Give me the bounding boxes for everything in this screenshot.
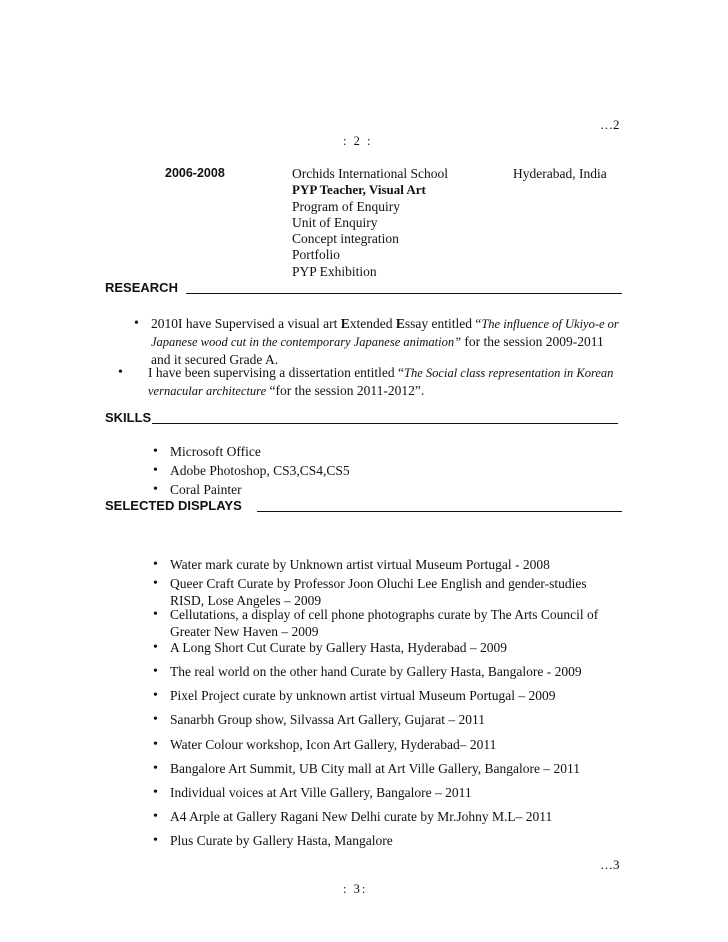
list-item: • Sanarbh Group show, Silvassa Art Gallery, Gujarat – 2011 — [153, 712, 485, 727]
bullet-icon: • — [153, 809, 158, 824]
list-item: • Queer Craft Curate by Professor Joon Oluchi Lee English and gender-studies RISD, Lose Angeles – 2009 — [153, 576, 587, 608]
employment-item: PYP Exhibition — [292, 263, 377, 279]
list-item: • Water Colour workshop, Icon Art Gallery, Hyderabad– 2011 — [153, 737, 497, 752]
employment-item: Portfolio — [292, 247, 341, 263]
bullet-icon: • — [153, 444, 158, 459]
list-item: • Microsoft Office — [153, 444, 261, 459]
bullet-icon: • — [153, 785, 158, 800]
list-item: • A Long Short Cut Curate by Gallery Hasta, Hyderabad – 2009 — [153, 640, 508, 655]
heading-rule — [186, 293, 622, 294]
bullet-icon: • — [153, 576, 158, 591]
bullet-icon: • — [118, 365, 123, 380]
employment-details — [292, 166, 448, 280]
bullet-icon: • — [153, 664, 158, 679]
continuation-marker-top: …2 — [600, 117, 620, 132]
bullet-icon: • — [153, 688, 158, 703]
employment-item: Concept integration — [292, 231, 399, 247]
bullet-icon: • — [153, 482, 158, 497]
list-item: • A4 Arple at Gallery Ragani New Delhi curate by Mr.Johny M.L– 2011 — [153, 809, 553, 824]
employment-item: Program of Enquiry — [292, 198, 400, 214]
bullet-icon: • — [153, 712, 158, 727]
continuation-marker-bottom: …3 — [600, 857, 620, 872]
page-number-marker: : 3: — [343, 882, 368, 896]
list-item: • I have been supervising a dissertation entitled “The Social class representation in Korean vernacular architecture “for the session 2011-2012”. — [118, 365, 614, 398]
employment-item: Unit of Enquiry — [292, 214, 378, 230]
employment-org: Orchids International School — [292, 166, 448, 181]
employment-years: 2006-2008 — [165, 166, 225, 180]
bullet-icon: • — [153, 640, 158, 655]
bullet-icon: • — [153, 607, 158, 622]
list-item: • 2010I have Supervised a visual art Extended Essay entitled “The influence of Ukiyo-e or Japanese wood cut in the contemporary Japanese animation” for the session 2009-2011 and it secured Grade A. — [134, 316, 619, 367]
list-item: • Cellutations, a display of cell phone photographs curate by The Arts Council of Greater New Haven – 2009 — [153, 607, 599, 639]
bullet-icon: • — [153, 463, 158, 478]
list-item: • Individual voices at Art Ville Gallery, Bangalore – 2011 — [153, 785, 472, 800]
list-item: • Water mark curate by Unknown artist virtual Museum Portugal - 2008 — [153, 557, 550, 572]
list-item: • Bangalore Art Summit, UB City mall at Art Ville Gallery, Bangalore – 2011 — [153, 761, 581, 776]
list-item: • Coral Painter — [153, 482, 242, 497]
research-heading: RESEARCH — [105, 280, 178, 295]
list-item: • Plus Curate by Gallery Hasta, Mangalore — [153, 833, 393, 848]
employment-role: PYP Teacher, Visual Art — [292, 182, 426, 198]
employment-location: Hyderabad, India — [513, 166, 607, 181]
page-number-marker: : 2 : — [343, 134, 373, 148]
list-item: • The real world on the other hand Curate by Gallery Hasta, Bangalore - 2009 — [153, 664, 582, 679]
bullet-icon: • — [153, 833, 158, 848]
heading-rule — [257, 511, 622, 512]
bullet-icon: • — [153, 737, 158, 752]
heading-rule — [152, 423, 618, 424]
bullet-icon: • — [153, 761, 158, 776]
bullet-icon: • — [153, 557, 158, 572]
bullet-icon: • — [134, 316, 139, 331]
displays-heading: SELECTED DISPLAYS — [105, 498, 242, 513]
skills-heading: SKILLS — [105, 410, 152, 425]
list-item: • Adobe Photoshop, CS3,CS4,CS5 — [153, 463, 350, 478]
list-item: • Pixel Project curate by unknown artist virtual Museum Portugal – 2009 — [153, 688, 556, 703]
